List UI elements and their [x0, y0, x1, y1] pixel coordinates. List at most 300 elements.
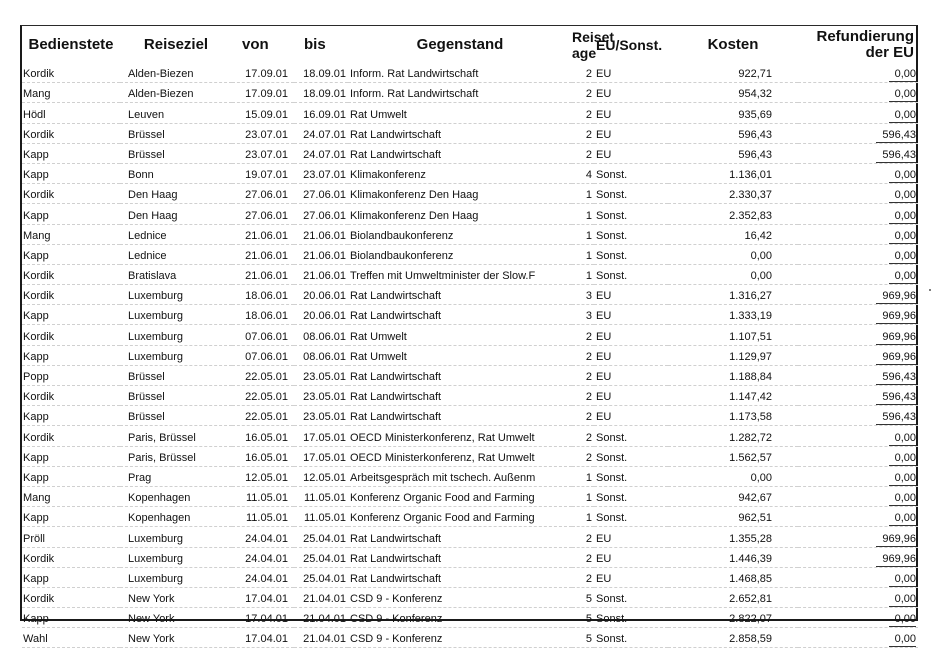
cell-cost: 596,43	[668, 123, 798, 143]
cell-name: Kapp	[22, 143, 120, 163]
table-row	[22, 547, 918, 567]
cell-refund	[798, 224, 918, 244]
cell-to: 16.09.01	[294, 103, 348, 123]
table-body	[22, 63, 918, 648]
cell-eu-other: Sonst.	[594, 446, 668, 466]
cell-eu-other: Sonst.	[594, 507, 668, 527]
cell-to: 25.04.01	[294, 547, 348, 567]
cell-name: Kapp	[22, 406, 120, 426]
cell-cost: 1.468,85	[668, 567, 798, 587]
cell-refund	[798, 567, 918, 587]
refund-value: 0,00	[889, 250, 916, 264]
cell-cost: 1.147,42	[668, 386, 798, 406]
cell-days: 1	[572, 264, 594, 284]
cell-cost: 16,42	[668, 224, 798, 244]
header-row	[22, 26, 918, 63]
cell-destination: Luxemburg	[120, 527, 232, 547]
refund-value: 596,43	[876, 149, 916, 163]
refund-value: 0,00	[889, 88, 916, 102]
table-row	[22, 486, 918, 506]
refund-value: 0,00	[889, 230, 916, 244]
cell-days: 2	[572, 83, 594, 103]
cell-from: 24.04.01	[232, 567, 294, 587]
cell-cost: 0,00	[668, 244, 798, 264]
table-row	[22, 365, 918, 385]
cell-eu-other: Sonst.	[594, 244, 668, 264]
cell-days: 2	[572, 446, 594, 466]
cell-eu-other: Sonst.	[594, 204, 668, 224]
cell-cost: 1.562,57	[668, 446, 798, 466]
cell-cost: 2.330,37	[668, 184, 798, 204]
cell-to: 24.07.01	[294, 143, 348, 163]
table-row	[22, 406, 918, 426]
table-row	[22, 345, 918, 365]
cell-to: 21.06.01	[294, 224, 348, 244]
table-row	[22, 608, 918, 628]
table-row	[22, 224, 918, 244]
cell-eu-other: Sonst.	[594, 608, 668, 628]
cell-name: Kapp	[22, 244, 120, 264]
cell-days: 3	[572, 305, 594, 325]
cell-name: Kapp	[22, 305, 120, 325]
cell-from: 23.07.01	[232, 143, 294, 163]
cell-from: 17.04.01	[232, 628, 294, 648]
cell-name: Mang	[22, 83, 120, 103]
refund-value: 0,00	[889, 573, 916, 587]
cell-destination: Den Haag	[120, 204, 232, 224]
cell-destination: New York	[120, 587, 232, 607]
table-row	[22, 507, 918, 527]
cell-name: Kordik	[22, 547, 120, 567]
cell-cost: 596,43	[668, 143, 798, 163]
cell-cost: 0,00	[668, 466, 798, 486]
cell-to: 24.07.01	[294, 123, 348, 143]
cell-to: 21.04.01	[294, 587, 348, 607]
refund-value: 0,00	[889, 613, 916, 627]
cell-to: 23.05.01	[294, 386, 348, 406]
cell-cost: 0,00	[668, 264, 798, 284]
refund-value: 969,96	[876, 533, 916, 547]
cell-cost: 2.352,83	[668, 204, 798, 224]
cell-to: 11.05.01	[294, 486, 348, 506]
table-row	[22, 285, 918, 305]
cell-destination: Brüssel	[120, 365, 232, 385]
cell-name: Kordik	[22, 587, 120, 607]
cell-subject: Rat Landwirtschaft	[348, 285, 572, 305]
cell-name: Kapp	[22, 567, 120, 587]
cell-refund	[798, 83, 918, 103]
cell-eu-other: EU	[594, 103, 668, 123]
cell-refund	[798, 486, 918, 506]
cell-destination: Luxemburg	[120, 567, 232, 587]
cell-refund	[798, 365, 918, 385]
cell-from: 21.06.01	[232, 224, 294, 244]
cell-days: 2	[572, 63, 594, 83]
cell-eu-other: EU	[594, 547, 668, 567]
cell-subject: CSD 9 - Konferenz	[348, 628, 572, 648]
header-days-line2: age	[572, 44, 597, 61]
cell-subject: Arbeitsgespräch mit tschech. Außenm	[348, 466, 572, 486]
cell-subject: Konferenz Organic Food and Farming	[348, 486, 572, 506]
cell-refund	[798, 163, 918, 183]
cell-name: Popp	[22, 365, 120, 385]
cell-cost: 1.316,27	[668, 285, 798, 305]
cell-to: 18.09.01	[294, 63, 348, 83]
cell-subject: Rat Landwirtschaft	[348, 406, 572, 426]
cell-destination: Luxemburg	[120, 325, 232, 345]
travel-expense-table	[22, 26, 918, 648]
cell-from: 23.07.01	[232, 123, 294, 143]
cell-days: 1	[572, 486, 594, 506]
cell-eu-other: Sonst.	[594, 426, 668, 446]
table-row	[22, 386, 918, 406]
cell-name: Mang	[22, 486, 120, 506]
cell-refund	[798, 426, 918, 446]
cell-destination: Brüssel	[120, 406, 232, 426]
refund-value: 0,00	[889, 210, 916, 224]
cell-subject: Rat Landwirtschaft	[348, 365, 572, 385]
cell-cost: 1.107,51	[668, 325, 798, 345]
cell-destination: Prag	[120, 466, 232, 486]
cell-eu-other: EU	[594, 345, 668, 365]
cell-subject: Rat Umwelt	[348, 103, 572, 123]
table-row	[22, 264, 918, 284]
cell-days: 2	[572, 386, 594, 406]
header-refund-line2: der EU	[865, 43, 914, 61]
cell-refund	[798, 608, 918, 628]
table-row	[22, 628, 918, 648]
cell-subject: Rat Landwirtschaft	[348, 547, 572, 567]
cell-from: 18.06.01	[232, 285, 294, 305]
header-refund	[798, 26, 918, 63]
cell-subject: Biolandbaukonferenz	[348, 244, 572, 264]
cell-from: 22.05.01	[232, 406, 294, 426]
cell-from: 07.06.01	[232, 325, 294, 345]
cell-eu-other: Sonst.	[594, 466, 668, 486]
cell-subject: Rat Landwirtschaft	[348, 123, 572, 143]
cell-cost: 1.188,84	[668, 365, 798, 385]
cell-subject: Klimakonferenz Den Haag	[348, 184, 572, 204]
cell-from: 24.04.01	[232, 527, 294, 547]
cell-refund	[798, 547, 918, 567]
refund-value: 969,96	[876, 290, 916, 304]
cell-days: 1	[572, 204, 594, 224]
cell-name: Kordik	[22, 184, 120, 204]
cell-from: 12.05.01	[232, 466, 294, 486]
cell-from: 27.06.01	[232, 204, 294, 224]
cell-days: 2	[572, 143, 594, 163]
cell-cost: 1.446,39	[668, 547, 798, 567]
cell-subject: Konferenz Organic Food and Farming	[348, 507, 572, 527]
cell-refund	[798, 264, 918, 284]
cell-days: 2	[572, 426, 594, 446]
cell-name: Pröll	[22, 527, 120, 547]
cell-eu-other: Sonst.	[594, 628, 668, 648]
cell-name: Kapp	[22, 446, 120, 466]
refund-value: 0,00	[889, 472, 916, 486]
cell-subject: Biolandbaukonferenz	[348, 224, 572, 244]
cell-subject: Rat Landwirtschaft	[348, 305, 572, 325]
cell-to: 08.06.01	[294, 325, 348, 345]
cell-from: 22.05.01	[232, 365, 294, 385]
cell-name: Kordik	[22, 285, 120, 305]
cell-refund	[798, 446, 918, 466]
cell-days: 2	[572, 527, 594, 547]
cell-destination: Bonn	[120, 163, 232, 183]
cell-eu-other: EU	[594, 285, 668, 305]
cell-to: 17.05.01	[294, 446, 348, 466]
refund-value: 0,00	[889, 633, 916, 647]
cell-eu-other: EU	[594, 386, 668, 406]
cell-cost: 1.173,58	[668, 406, 798, 426]
cell-to: 23.05.01	[294, 365, 348, 385]
header-destination: Reiseziel	[143, 35, 209, 53]
cell-from: 27.06.01	[232, 184, 294, 204]
table-row	[22, 244, 918, 264]
table-row	[22, 527, 918, 547]
cell-cost: 922,71	[668, 63, 798, 83]
cell-days: 1	[572, 244, 594, 264]
header-to: bis	[304, 35, 326, 53]
cell-refund	[798, 63, 918, 83]
cell-refund	[798, 345, 918, 365]
cell-subject: Rat Landwirtschaft	[348, 386, 572, 406]
cell-destination: New York	[120, 608, 232, 628]
cell-name: Kordik	[22, 426, 120, 446]
refund-value: 0,00	[889, 270, 916, 284]
cell-to: 27.06.01	[294, 184, 348, 204]
scan-artifact-dot	[929, 289, 931, 291]
header-eu-other: EU/Sonst.	[596, 36, 663, 53]
cell-destination: Luxemburg	[120, 345, 232, 365]
cell-name: Kapp	[22, 204, 120, 224]
cell-destination: Bratislava	[120, 264, 232, 284]
cell-refund	[798, 123, 918, 143]
cell-from: 17.09.01	[232, 83, 294, 103]
header-cost: Kosten	[707, 35, 759, 53]
cell-to: 12.05.01	[294, 466, 348, 486]
refund-value: 969,96	[876, 351, 916, 365]
cell-from: 19.07.01	[232, 163, 294, 183]
cell-eu-other: EU	[594, 305, 668, 325]
cell-destination: Luxemburg	[120, 305, 232, 325]
cell-refund	[798, 466, 918, 486]
refund-value: 596,43	[876, 129, 916, 143]
cell-eu-other: EU	[594, 123, 668, 143]
cell-from: 21.06.01	[232, 244, 294, 264]
cell-cost: 942,67	[668, 486, 798, 506]
header-name: Bedienstete	[28, 35, 114, 53]
table-row	[22, 204, 918, 224]
cell-destination: Alden-Biezen	[120, 83, 232, 103]
cell-refund	[798, 244, 918, 264]
cell-cost: 2.652,81	[668, 587, 798, 607]
cell-destination: Brüssel	[120, 123, 232, 143]
cell-days: 2	[572, 547, 594, 567]
cell-subject: Rat Umwelt	[348, 345, 572, 365]
cell-days: 2	[572, 123, 594, 143]
refund-value: 969,96	[876, 553, 916, 567]
cell-days: 2	[572, 406, 594, 426]
cell-destination: Alden-Biezen	[120, 63, 232, 83]
cell-destination: Kopenhagen	[120, 486, 232, 506]
refund-value: 0,00	[889, 68, 916, 82]
cell-days: 5	[572, 608, 594, 628]
cell-subject: Klimakonferenz Den Haag	[348, 204, 572, 224]
cell-subject: OECD Ministerkonferenz, Rat Umwelt	[348, 446, 572, 466]
cell-refund	[798, 285, 918, 305]
cell-to: 18.09.01	[294, 83, 348, 103]
cell-destination: Leuven	[120, 103, 232, 123]
cell-refund	[798, 527, 918, 547]
header-refund-line1: Refundierung	[816, 27, 914, 45]
cell-destination: New York	[120, 628, 232, 648]
table-row	[22, 446, 918, 466]
cell-cost: 935,69	[668, 103, 798, 123]
cell-subject: Rat Umwelt	[348, 325, 572, 345]
cell-eu-other: EU	[594, 143, 668, 163]
table-row	[22, 63, 918, 83]
cell-name: Hödl	[22, 103, 120, 123]
cell-cost: 2.858,59	[668, 628, 798, 648]
cell-refund	[798, 507, 918, 527]
refund-value: 0,00	[889, 189, 916, 203]
cell-days: 1	[572, 507, 594, 527]
cell-cost: 2.822,07	[668, 608, 798, 628]
cell-from: 21.06.01	[232, 264, 294, 284]
cell-cost: 1.355,28	[668, 527, 798, 547]
cell-eu-other: EU	[594, 365, 668, 385]
cell-days: 5	[572, 587, 594, 607]
cell-to: 23.07.01	[294, 163, 348, 183]
cell-name: Kapp	[22, 507, 120, 527]
refund-value: 596,43	[876, 391, 916, 405]
cell-to: 21.04.01	[294, 628, 348, 648]
cell-subject: Rat Landwirtschaft	[348, 567, 572, 587]
cell-eu-other: EU	[594, 406, 668, 426]
cell-eu-other: EU	[594, 83, 668, 103]
cell-name: Kordik	[22, 325, 120, 345]
cell-subject: Treffen mit Umweltminister der Slow.F	[348, 264, 572, 284]
cell-cost: 1.136,01	[668, 163, 798, 183]
refund-value: 596,43	[876, 371, 916, 385]
cell-eu-other: Sonst.	[594, 184, 668, 204]
cell-to: 08.06.01	[294, 345, 348, 365]
cell-eu-other: EU	[594, 63, 668, 83]
cell-refund	[798, 143, 918, 163]
cell-days: 1	[572, 224, 594, 244]
cell-from: 16.05.01	[232, 426, 294, 446]
cell-eu-other: EU	[594, 567, 668, 587]
cell-to: 17.05.01	[294, 426, 348, 446]
cell-eu-other: Sonst.	[594, 264, 668, 284]
refund-value: 0,00	[889, 432, 916, 446]
cell-subject: Rat Landwirtschaft	[348, 527, 572, 547]
cell-destination: Den Haag	[120, 184, 232, 204]
table-row	[22, 325, 918, 345]
cell-eu-other: Sonst.	[594, 587, 668, 607]
header-days	[572, 26, 615, 63]
table-row	[22, 83, 918, 103]
cell-to: 21.06.01	[294, 244, 348, 264]
cell-to: 11.05.01	[294, 507, 348, 527]
cell-from: 16.05.01	[232, 446, 294, 466]
cell-days: 2	[572, 567, 594, 587]
cell-subject: Rat Landwirtschaft	[348, 143, 572, 163]
cell-to: 20.06.01	[294, 285, 348, 305]
refund-value: 0,00	[889, 452, 916, 466]
cell-to: 27.06.01	[294, 204, 348, 224]
cell-name: Kapp	[22, 163, 120, 183]
refund-value: 0,00	[889, 492, 916, 506]
cell-subject: Klimakonferenz	[348, 163, 572, 183]
cell-name: Wahl	[22, 628, 120, 648]
cell-eu-other: EU	[594, 325, 668, 345]
cell-subject: CSD 9 - Konferenz	[348, 608, 572, 628]
cell-destination: Lednice	[120, 244, 232, 264]
header-subject: Gegenstand	[416, 35, 504, 53]
cell-refund	[798, 325, 918, 345]
cell-subject: Inform. Rat Landwirtschaft	[348, 83, 572, 103]
cell-name: Kapp	[22, 608, 120, 628]
cell-days: 1	[572, 466, 594, 486]
table-row	[22, 305, 918, 325]
cell-from: 17.09.01	[232, 63, 294, 83]
cell-name: Kapp	[22, 345, 120, 365]
cell-destination: Paris, Brüssel	[120, 426, 232, 446]
refund-value: 969,96	[876, 331, 916, 345]
table-row	[22, 103, 918, 123]
cell-name: Kapp	[22, 466, 120, 486]
cell-from: 18.06.01	[232, 305, 294, 325]
cell-to: 25.04.01	[294, 527, 348, 547]
cell-days: 4	[572, 163, 594, 183]
cell-name: Kordik	[22, 123, 120, 143]
cell-days: 3	[572, 285, 594, 305]
cell-eu-other: Sonst.	[594, 163, 668, 183]
cell-refund	[798, 305, 918, 325]
refund-value: 596,43	[876, 411, 916, 425]
cell-from: 07.06.01	[232, 345, 294, 365]
cell-name: Kordik	[22, 386, 120, 406]
cell-cost: 1.129,97	[668, 345, 798, 365]
cell-destination: Luxemburg	[120, 547, 232, 567]
travel-expense-table-sheet	[20, 25, 918, 646]
cell-destination: Kopenhagen	[120, 507, 232, 527]
table-row	[22, 587, 918, 607]
cell-from: 11.05.01	[232, 486, 294, 506]
cell-days: 2	[572, 365, 594, 385]
cell-days: 2	[572, 103, 594, 123]
cell-from: 15.09.01	[232, 103, 294, 123]
cell-days: 2	[572, 345, 594, 365]
cell-refund	[798, 184, 918, 204]
cell-eu-other: EU	[594, 527, 668, 547]
refund-value: 0,00	[889, 512, 916, 526]
cell-from: 11.05.01	[232, 507, 294, 527]
refund-value: 0,00	[889, 169, 916, 183]
cell-from: 17.04.01	[232, 587, 294, 607]
table-header	[22, 26, 918, 63]
table-row	[22, 163, 918, 183]
table-row	[22, 426, 918, 446]
cell-from: 17.04.01	[232, 608, 294, 628]
table-row	[22, 184, 918, 204]
cell-to: 20.06.01	[294, 305, 348, 325]
cell-refund	[798, 406, 918, 426]
table-row	[22, 123, 918, 143]
cell-cost: 954,32	[668, 83, 798, 103]
